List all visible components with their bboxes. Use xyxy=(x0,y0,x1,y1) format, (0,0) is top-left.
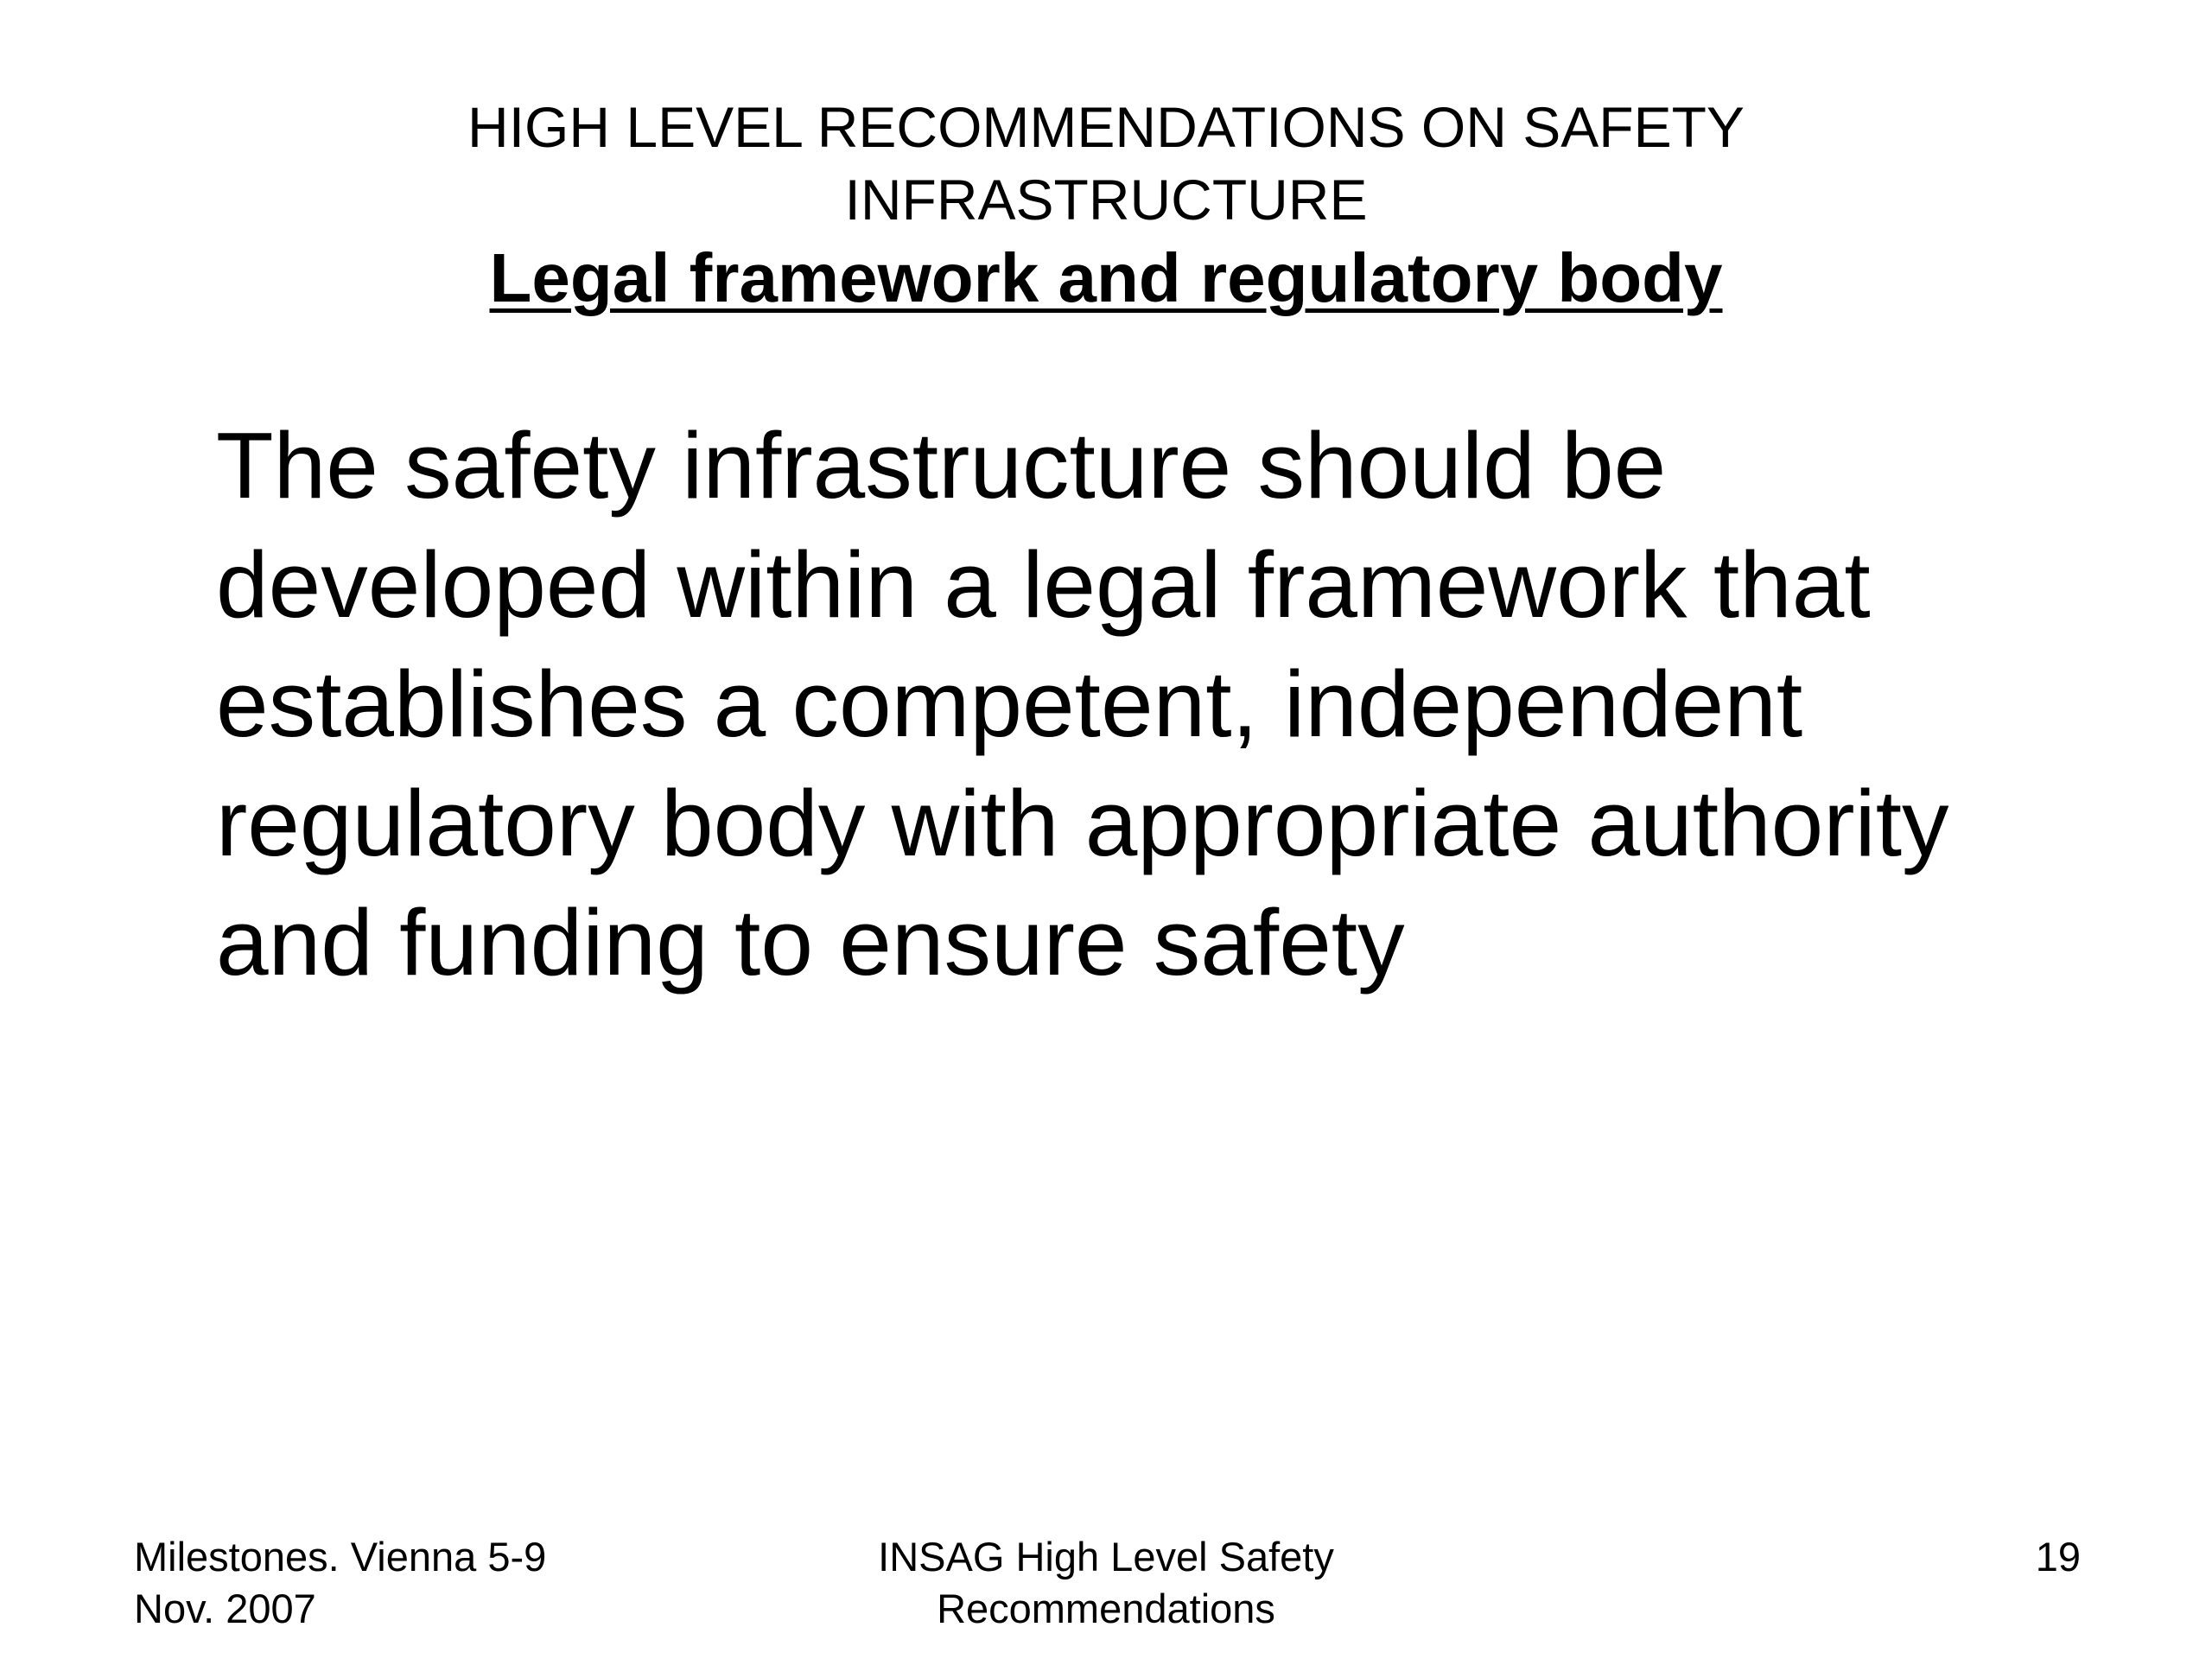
footer-center xyxy=(760,1531,1452,1635)
footer-left xyxy=(134,1531,618,1635)
footer-left-line-2: Nov. 2007 xyxy=(134,1586,316,1631)
page-number: 19 xyxy=(2035,1534,2081,1580)
slide-title-line-1: HIGH LEVEL RECOMMENDATIONS ON SAFETY xyxy=(467,95,1745,159)
footer-center-line-1: INSAG High Level Safety xyxy=(878,1534,1334,1580)
slide-subtitle: Legal framework and regulatory body xyxy=(489,239,1723,316)
footer-left-line-1: Milestones. Vienna 5-9 xyxy=(134,1534,547,1580)
slide-body-text: The safety infrastructure should be developed within a legal framework that establishes a competent, independent regulatory body with appropriate authority and funding to ensure safety xyxy=(216,413,1949,995)
slide-title-block xyxy=(0,91,2212,321)
slide-title-line-2: INFRASTRUCTURE xyxy=(844,168,1368,232)
footer-center-line-2: Recommendations xyxy=(937,1586,1275,1631)
